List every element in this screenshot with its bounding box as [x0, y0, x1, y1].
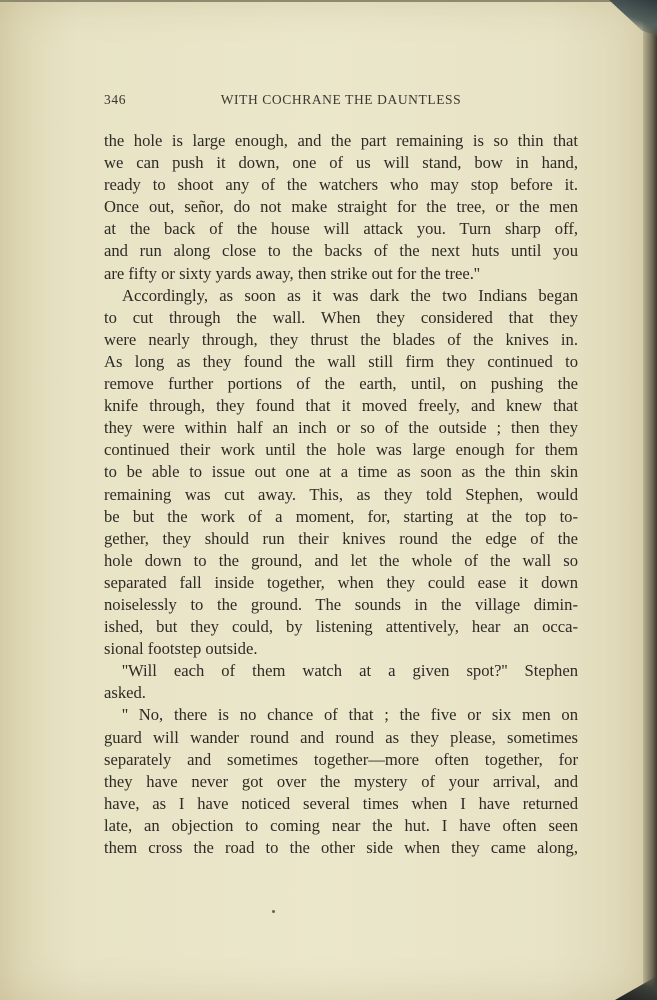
text-line: them cross the road to the other side when they came along, — [104, 838, 578, 857]
text-line: separately and sometimes together—more often together, for — [104, 749, 578, 769]
text-line: separated fall inside together, when they could ease it down — [104, 572, 578, 592]
text-line: at the back of the house will attack you. Turn sharp off, — [104, 219, 578, 239]
text-line: Once out, señor, do not make straight for the tree, or the men — [104, 197, 578, 217]
text-line: Accordingly, as soon as it was dark the two Indians began — [122, 285, 578, 305]
page-number: 346 — [104, 92, 127, 107]
text-line: the hole is large enough, and the part remaining is so thin that — [104, 131, 578, 150]
text-line: to be able to issue out one at a time as soon as the thin skin — [104, 462, 578, 482]
text-line: remove further portions of the earth, until, on pushing the — [104, 374, 578, 394]
body-text — [104, 130, 578, 859]
text-line: ''Will each of them watch at a given spot?'' Stephen — [122, 661, 578, 681]
text-line: '' No, there is no chance of that ; the five or six men on — [122, 705, 578, 725]
text-line: were nearly through, they thrust the blades of the knives in. — [104, 329, 578, 349]
text-line: they were within half an inch or so of the outside ; then they — [104, 418, 578, 438]
text-line: hole down to the ground, and let the whole of the wall so — [104, 550, 578, 570]
text-line: sional footstep outside. — [104, 639, 258, 659]
text-line: ready to shoot any of the watchers who may stop before it. — [104, 175, 578, 195]
text-line: and run along close to the backs of the next huts until you — [104, 241, 578, 261]
text-line: they have never got over the mystery of your arrival, and — [104, 771, 578, 791]
text-line: asked. — [104, 683, 146, 703]
text-line: be but the work of a moment, for, starting at the top to- — [104, 506, 578, 526]
page-top-edge — [0, 0, 648, 2]
text-line: knife through, they found that it moved freely, and knew that — [104, 396, 578, 416]
text-line: we can push it down, one of us will stand, bow in hand, — [104, 153, 578, 173]
text-line: to cut through the wall. When they considered that they — [104, 307, 578, 327]
text-line: remaining was cut away. This, as they told Stephen, would — [104, 484, 578, 504]
text-line: late, an objection to coming near the hut. I have often seen — [104, 815, 578, 835]
running-title: WITH COCHRANE THE DAUNTLESS — [220, 92, 462, 107]
text-line: gether, they should run their knives round the edge of the — [104, 528, 578, 548]
text-line: ished, but they could, by listening attentively, hear an occa- — [104, 617, 578, 637]
text-line: are fifty or sixty yards away, then strike out for the tree.'' — [104, 263, 480, 283]
text-line: continued their work until the hole was large enough for them — [104, 440, 578, 460]
page-header — [104, 92, 578, 114]
text-line: As long as they found the wall still firm they continued to — [104, 351, 578, 371]
text-line: noiselessly to the ground. The sounds in the village dimin- — [104, 594, 578, 614]
page-right-edge — [643, 0, 657, 1000]
text-line: guard will wander round and round as they please, sometimes — [104, 727, 578, 747]
text-line: have, as I have noticed several times when I have returned — [104, 793, 578, 813]
paper-speck — [272, 910, 275, 913]
